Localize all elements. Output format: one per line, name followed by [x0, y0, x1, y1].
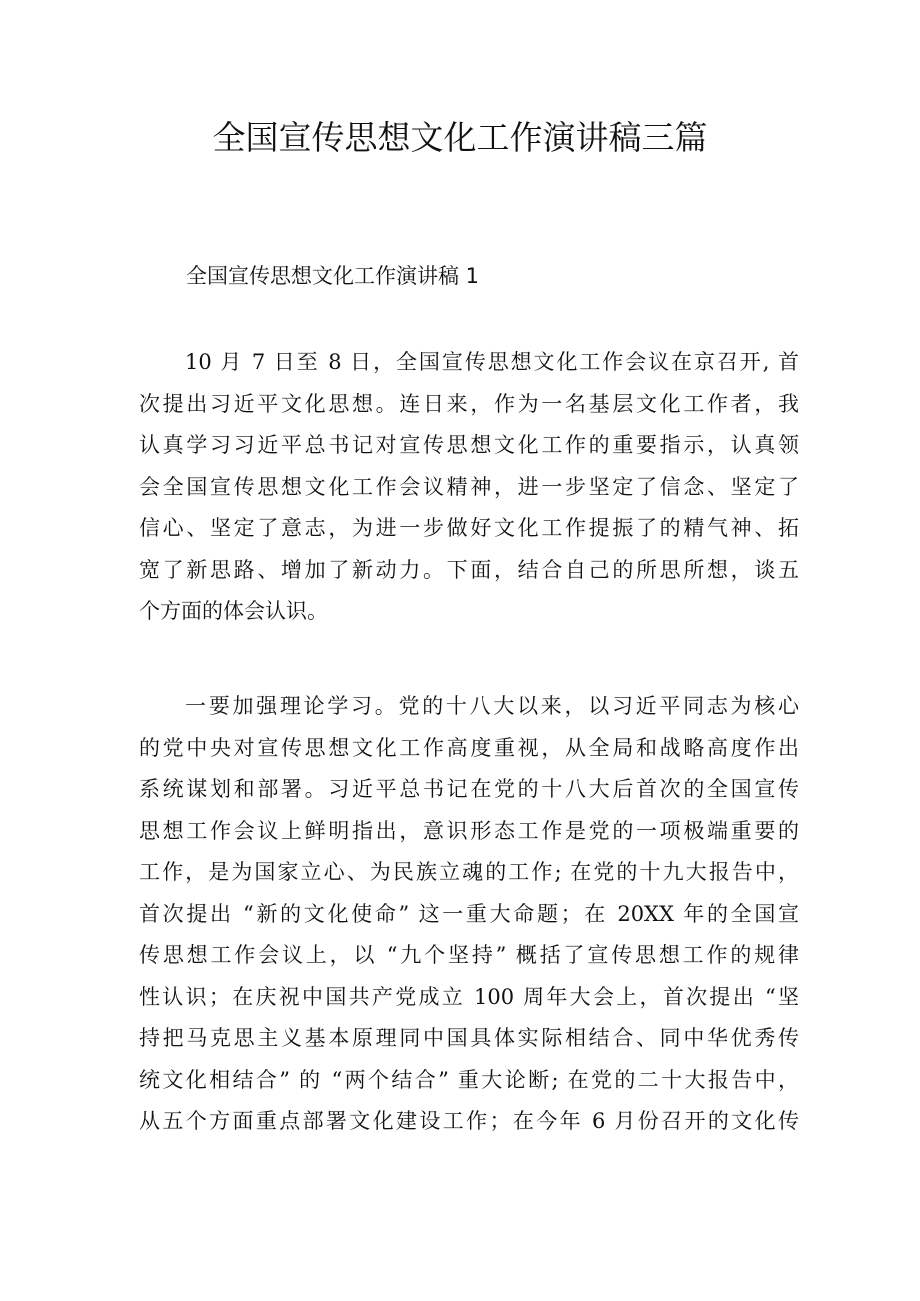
document-title: 全国宣传思想文化工作演讲稿三篇 — [212, 118, 708, 157]
paragraph-line: 个方面的体会认识。 — [139, 599, 328, 623]
paragraph-line: 信心、坚定了意志，为进一步做好文化工作提振了的精气神、拓 — [139, 516, 799, 540]
paragraph-line: 会全国宣传思想文化工作会议精神，进一步坚定了信念、坚定了 — [139, 474, 799, 499]
paragraph-line: 思想工作会议上鲜明指出，意识形态工作是党的一项极端重要的 — [139, 818, 799, 843]
paragraph-line: 一要加强理论学习。党的十八大以来，以习近平同志为核心 — [185, 694, 799, 718]
paragraph-line: 10 月 7 日至 8 日，全国宣传思想文化工作会议在京召开, 首 — [185, 350, 799, 374]
paragraph-line: 认真学习习近平总书记对宣传思想文化工作的重要指示，认真领 — [139, 433, 799, 457]
paragraph-line: 传思想工作会议上，以 “九个坚持” 概括了宣传思想工作的规律 — [139, 943, 799, 967]
paragraph-theory-study — [139, 686, 799, 1143]
paragraph-line: 宽了新思路、增加了新动力。下面，结合自己的所思所想，谈五 — [139, 557, 799, 582]
paragraph-line: 持把马克思主义基本原理同中国具体实际相结合、同中华优秀传 — [139, 1026, 799, 1050]
section-heading: 全国宣传思想文化工作演讲稿 1 — [186, 264, 480, 288]
paragraph-line: 统文化相结合” 的 “两个结合” 重大论断; 在党的二十大报告中， — [139, 1067, 799, 1092]
paragraph-line: 系统谋划和部署。习近平总书记在党的十八大后首次的全国宣传 — [139, 777, 799, 801]
paragraph-line: 从五个方面重点部署文化建设工作；在今年 6 月份召开的文化传 — [139, 1109, 799, 1133]
paragraph-line: 次提出习近平文化思想。连日来，作为一名基层文化工作者，我 — [139, 391, 799, 416]
paragraph-line: 首次提出 “新的文化使命” 这一重大命题；在 20XX 年的全国宣 — [139, 901, 799, 926]
paragraph-line: 的党中央对宣传思想文化工作高度重视，从全局和战略高度作出 — [139, 735, 799, 760]
paragraph-line: 性认识；在庆祝中国共产党成立 100 周年大会上，首次提出 “坚 — [139, 984, 799, 1009]
paragraph-intro — [139, 342, 799, 633]
paragraph-line: 工作，是为国家立心、为民族立魂的工作; 在党的十九大报告中， — [139, 860, 799, 884]
